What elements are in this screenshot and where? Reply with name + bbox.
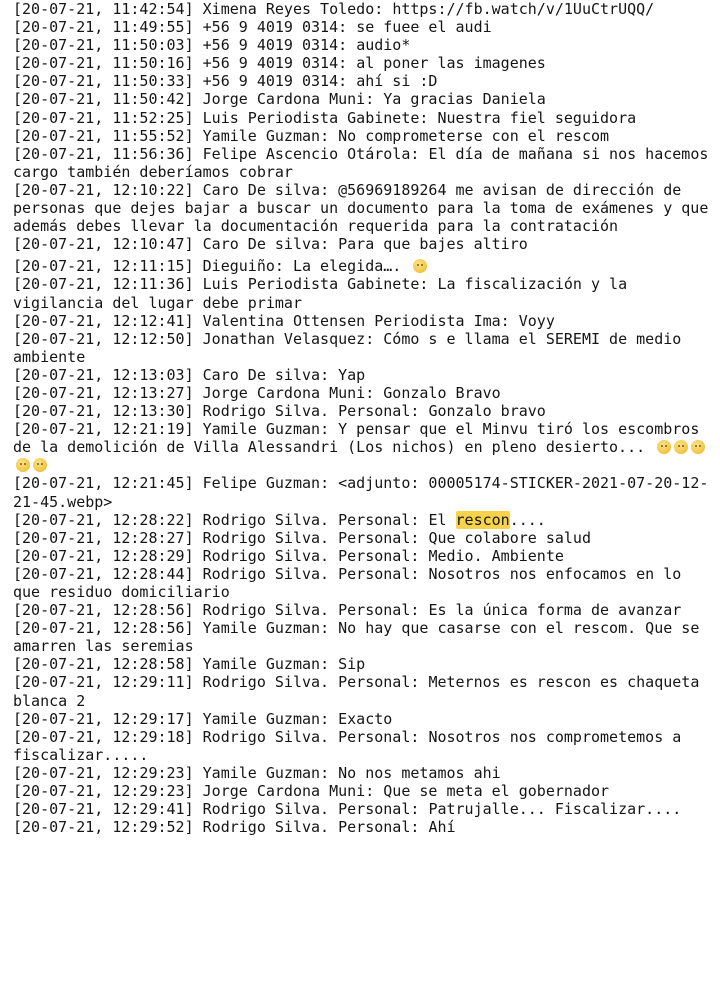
message-line: [20-07-21, 12:11:15] Dieguiño: La elegida…. — [13, 257, 713, 275]
sender: Rodrigo Silva. Personal — [202, 601, 411, 620]
message-text: El día de mañana si nos hacemos cargo también deberíamos cobrar — [13, 144, 718, 181]
message-text: Gonzalo Bravo — [383, 383, 501, 402]
timestamp: [20-07-21, 11:50:03] — [13, 36, 194, 55]
timestamp: [20-07-21, 12:29:23] — [13, 782, 194, 801]
message-line: [20-07-21, 11:55:52] Yamile Guzman: No comprometerse con el rescom — [13, 126, 610, 145]
message-line: [20-07-21, 12:21:19] Yamile Guzman: Y pensar que el Minvu tiró los escombros de la demolición de Villa Alessandri (Los nichos) en pleno desierto... — [13, 420, 713, 474]
message-line: [20-07-21, 12:10:22] Caro De silva: @56969189264 me avisan de dirección de personas que dejes bajar a buscar un documento para la toma de exámenes y que además debes llevar la documentación requerida para la contratación — [13, 180, 718, 236]
message-line: [20-07-21, 12:28:58] Yamile Guzman: Sip — [13, 655, 366, 674]
sender: Caro De silva — [202, 365, 321, 384]
message-text: Ahí — [428, 818, 456, 837]
message-line: [20-07-21, 11:50:33] +56 9 4019 0314: ahí si :D — [13, 72, 438, 91]
timestamp: [20-07-21, 12:28:29] — [13, 546, 194, 565]
sender: Rodrigo Silva. Personal — [202, 727, 411, 746]
message-line: [20-07-21, 11:50:42] Jorge Cardona Muni: Ya gracias Daniela — [13, 90, 546, 109]
message-text: audio* — [356, 36, 411, 55]
search-highlight: rescon — [455, 510, 510, 529]
message-text: Para que bajes altiro — [338, 235, 528, 254]
timestamp: [20-07-21, 12:11:15] — [13, 257, 194, 276]
sender: Rodrigo Silva. Personal — [202, 402, 411, 421]
message-text: se fuee el audi — [356, 18, 492, 37]
message-line: [20-07-21, 12:11:36] Luis Periodista Gabinete: La fiscalización y la vigilancia del lugar debe primar — [13, 275, 637, 312]
timestamp: [20-07-21, 11:42:54] — [13, 0, 194, 18]
timestamp: [20-07-21, 11:56:36] — [13, 144, 194, 163]
message-line: [20-07-21, 12:29:52] Rodrigo Silva. Personal: Ahí — [13, 818, 456, 837]
timestamp: [20-07-21, 12:29:41] — [13, 800, 194, 819]
message-text[interactable]: https://fb.watch/v/1UuCtrUQQ/ — [392, 0, 655, 18]
message-text: al poner las imagenes — [356, 54, 546, 73]
timestamp: [20-07-21, 11:50:42] — [13, 90, 194, 109]
message-line: [20-07-21, 12:28:22] Rodrigo Silva. Personal: El rescon.... — [13, 510, 546, 529]
timestamp: [20-07-21, 12:28:56] — [13, 619, 194, 638]
sender: Felipe Guzman — [202, 474, 321, 493]
sender: Yamile Guzman — [202, 709, 321, 728]
sender: Luis Periodista Gabinete — [202, 275, 420, 294]
message-line: [20-07-21, 11:49:55] +56 9 4019 0314: se fuee el audi — [13, 18, 492, 37]
message-text: No nos metamos ahi — [338, 763, 501, 782]
message-text: Nosotros nos enfocamos en lo que residuo domiciliario — [13, 564, 691, 601]
message-text: Nuestra fiel seguidora — [437, 108, 637, 127]
sender: Luis Periodista Gabinete — [202, 108, 420, 127]
message-line: [20-07-21, 12:28:44] Rodrigo Silva. Personal: Nosotros nos enfocamos en lo que residuo domiciliario — [13, 564, 691, 601]
sender: Ximena Reyes Toledo — [202, 0, 375, 18]
sender: Rodrigo Silva. Personal — [202, 564, 411, 583]
grimacing-face-icon — [691, 440, 705, 454]
message-line: [20-07-21, 12:10:47] Caro De silva: Para que bajes altiro — [13, 235, 528, 254]
grimacing-face-icon — [33, 458, 47, 472]
sender: +56 9 4019 0314 — [202, 72, 339, 91]
timestamp: [20-07-21, 12:28:44] — [13, 564, 194, 583]
timestamp: [20-07-21, 12:13:30] — [13, 402, 194, 421]
sender: Rodrigo Silva. Personal — [202, 800, 411, 819]
sender: Jorge Cardona Muni — [202, 383, 366, 402]
timestamp: [20-07-21, 11:55:52] — [13, 126, 194, 145]
timestamp: [20-07-21, 12:21:45] — [13, 474, 194, 493]
sender: Rodrigo Silva. Personal — [202, 818, 411, 837]
message-text: Gonzalo bravo — [428, 402, 546, 421]
sender: Yamile Guzman — [202, 420, 321, 439]
message-line: [20-07-21, 12:29:17] Yamile Guzman: Exacto — [13, 709, 393, 728]
message-line: [20-07-21, 12:12:41] Valentina Ottensen Periodista Ima: Voyy — [13, 311, 555, 330]
sender: Rodrigo Silva. Personal — [202, 546, 411, 565]
timestamp: [20-07-21, 12:11:36] — [13, 275, 194, 294]
sender: Caro De silva — [202, 180, 321, 199]
message-line: [20-07-21, 12:28:56] Rodrigo Silva. Personal: Es la única forma de avanzar — [13, 601, 682, 620]
message-text: Que se meta el gobernador — [383, 782, 610, 801]
timestamp: [20-07-21, 12:10:47] — [13, 235, 194, 254]
timestamp: [20-07-21, 11:49:55] — [13, 18, 194, 37]
message-line: [20-07-21, 12:13:27] Jorge Cardona Muni: Gonzalo Bravo — [13, 383, 501, 402]
message-text: Nosotros nos comprometemos a fiscalizar..... — [13, 727, 691, 764]
timestamp: [20-07-21, 12:29:11] — [13, 673, 194, 692]
timestamp: [20-07-21, 12:28:56] — [13, 601, 194, 620]
message-line: [20-07-21, 11:52:25] Luis Periodista Gabinete: Nuestra fiel seguidora — [13, 108, 637, 127]
message-text-after: .... — [509, 510, 546, 529]
message-line: [20-07-21, 12:29:41] Rodrigo Silva. Personal: Patrujalle... Fiscalizar.... — [13, 800, 682, 819]
timestamp: [20-07-21, 11:50:16] — [13, 54, 194, 73]
message-text: La elegida…. — [292, 257, 402, 276]
timestamp: [20-07-21, 12:29:52] — [13, 818, 194, 837]
message-text: Voyy — [518, 311, 555, 330]
timestamp: [20-07-21, 12:28:27] — [13, 528, 194, 547]
sender: +56 9 4019 0314 — [202, 18, 339, 37]
sender: Jonathan Velasquez — [202, 329, 366, 348]
message-text: Patrujalle... Fiscalizar.... — [428, 800, 682, 819]
grimacing-face-icon — [657, 440, 671, 454]
timestamp: [20-07-21, 12:12:50] — [13, 329, 194, 348]
sender: +56 9 4019 0314 — [202, 36, 339, 55]
sender: Jorge Cardona Muni — [202, 782, 366, 801]
timestamp: [20-07-21, 12:29:18] — [13, 727, 194, 746]
sender: Valentina Ottensen Periodista Ima — [202, 311, 501, 330]
message-text: Sip — [338, 655, 366, 674]
message-text: Yap — [338, 365, 366, 384]
message-line: [20-07-21, 11:50:16] +56 9 4019 0314: al poner las imagenes — [13, 54, 546, 73]
timestamp: [20-07-21, 12:13:27] — [13, 383, 194, 402]
message-text: La fiscalización y la vigilancia del lugar debe primar — [13, 275, 637, 312]
message-line: [20-07-21, 11:56:36] Felipe Ascencio Otárola: El día de mañana si nos hacemos cargo también deberíamos cobrar — [13, 144, 718, 181]
timestamp: [20-07-21, 12:12:41] — [13, 311, 194, 330]
message-line: [20-07-21, 12:13:03] Caro De silva: Yap — [13, 365, 366, 384]
message-line: [20-07-21, 12:29:18] Rodrigo Silva. Personal: Nosotros nos comprometemos a fiscalizar..... — [13, 727, 691, 764]
sender: Caro De silva — [202, 235, 321, 254]
sender: Rodrigo Silva. Personal — [202, 673, 411, 692]
message-text: Y pensar que el Minvu tiró los escombros de la demolición de Villa Alessandri (Los nichos) en pleno desierto... — [13, 420, 709, 457]
message-line: [20-07-21, 11:42:54] Ximena Reyes Toledo: https://fb.watch/v/1UuCtrUQQ/ — [13, 0, 655, 18]
message-line: [20-07-21, 12:13:30] Rodrigo Silva. Personal: Gonzalo bravo — [13, 402, 546, 421]
message-text-before: El — [428, 510, 456, 529]
timestamp: [20-07-21, 12:10:22] — [13, 180, 194, 199]
timestamp: [20-07-21, 11:50:33] — [13, 72, 194, 91]
sender: Yamile Guzman — [202, 655, 321, 674]
message-text: @56969189264 me avisan de dirección de personas que dejes bajar a buscar un documento para la toma de exámenes y que además debes llevar la documentación requerida para la contratación — [13, 180, 718, 236]
message-text: Que colabore salud — [428, 528, 591, 547]
message-line: [20-07-21, 12:29:23] Jorge Cardona Muni: Que se meta el gobernador — [13, 782, 610, 801]
message-text: No comprometerse con el rescom — [338, 126, 610, 145]
message-text: Meternos es rescon es chaqueta blanca 2 — [13, 673, 709, 710]
sender: Felipe Ascencio Otárola — [202, 144, 411, 163]
sender: Yamile Guzman — [202, 763, 321, 782]
message-text: Es la única forma de avanzar — [428, 601, 682, 620]
message-line: [20-07-21, 12:12:50] Jonathan Velasquez: Cómo s e llama el SEREMI de medio ambiente — [13, 329, 691, 366]
message-line: [20-07-21, 12:28:56] Yamile Guzman: No hay que casarse con el rescom. Que se amarren las seremias — [13, 619, 709, 656]
timestamp: [20-07-21, 12:28:22] — [13, 510, 194, 529]
message-line: [20-07-21, 12:28:29] Rodrigo Silva. Personal: Medio. Ambiente — [13, 546, 564, 565]
sender: Yamile Guzman — [202, 126, 321, 145]
message-text: Cómo s e llama el SEREMI de medio ambiente — [13, 329, 691, 366]
timestamp: [20-07-21, 12:28:58] — [13, 655, 194, 674]
message-line: [20-07-21, 12:28:27] Rodrigo Silva. Personal: Que colabore salud — [13, 528, 591, 547]
timestamp: [20-07-21, 12:29:23] — [13, 763, 194, 782]
timestamp: [20-07-21, 12:13:03] — [13, 365, 194, 384]
message-text: ahí si :D — [356, 72, 438, 91]
sender: Yamile Guzman — [202, 619, 321, 638]
sender: Dieguiño — [202, 257, 275, 276]
sender: +56 9 4019 0314 — [202, 54, 339, 73]
grimacing-face-icon — [16, 458, 30, 472]
message-line: [20-07-21, 11:50:03] +56 9 4019 0314: audio* — [13, 36, 411, 55]
grimacing-face-icon — [674, 440, 688, 454]
message-text: Exacto — [338, 709, 393, 728]
chat-log — [13, 0, 718, 837]
sender: Jorge Cardona Muni — [202, 90, 366, 109]
message-text: <adjunto: 00005174-STICKER-2021-07-20-12-21-45.webp> — [13, 474, 709, 511]
message-line: [20-07-21, 12:29:23] Yamile Guzman: No nos metamos ahi — [13, 763, 501, 782]
grimacing-face-icon — [413, 259, 427, 273]
message-line: [20-07-21, 12:21:45] Felipe Guzman: <adjunto: 00005174-STICKER-2021-07-20-12-21-45.webp> — [13, 474, 709, 511]
timestamp: [20-07-21, 11:52:25] — [13, 108, 194, 127]
message-text: Ya gracias Daniela — [383, 90, 546, 109]
timestamp: [20-07-21, 12:29:17] — [13, 709, 194, 728]
sender: Rodrigo Silva. Personal — [202, 510, 411, 529]
timestamp: [20-07-21, 12:21:19] — [13, 420, 194, 439]
sender: Rodrigo Silva. Personal — [202, 528, 411, 547]
message-text: Medio. Ambiente — [428, 546, 564, 565]
message-text: No hay que casarse con el rescom. Que se amarren las seremias — [13, 619, 709, 656]
message-line: [20-07-21, 12:29:11] Rodrigo Silva. Personal: Meternos es rescon es chaqueta blanca 2 — [13, 673, 709, 710]
